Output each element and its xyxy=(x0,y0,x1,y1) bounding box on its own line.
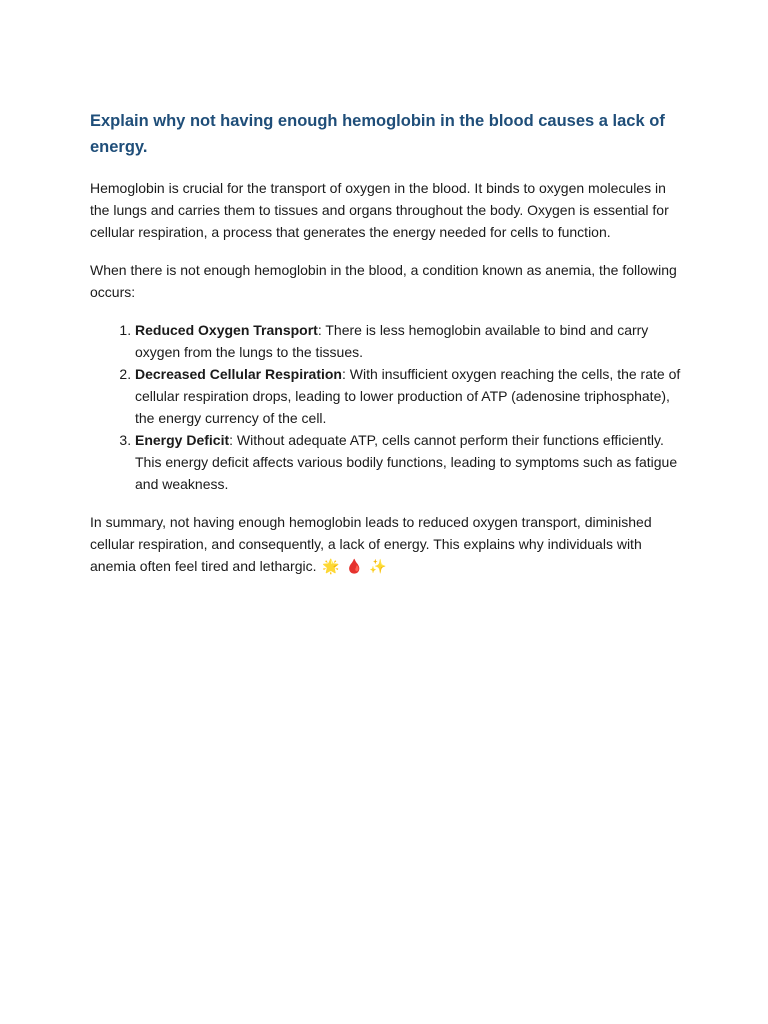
sun-icon: 🌟 xyxy=(322,558,340,574)
list-item xyxy=(135,319,682,363)
list-item-text: : There is less hemoglobin available to bind and carry oxygen from the lungs to the tissues. xyxy=(135,322,649,360)
blood-drop-icon: 🩸 xyxy=(345,558,364,574)
list-item xyxy=(135,429,682,495)
intro-paragraph: Hemoglobin is crucial for the transport of oxygen in the blood. It binds to oxygen molecules in the lungs and carries them to tissues and organs throughout the body. Oxygen is essential for cellular respiration, a process that generates the energy needed for cells to function. xyxy=(90,180,669,240)
list-item-term: Energy Deficit xyxy=(135,432,230,448)
list-item-term: Decreased Cellular Respiration xyxy=(135,366,342,382)
list-item-text: : Without adequate ATP, cells cannot perform their functions efficiently. This energy deficit affects various bodily functions, leading to symptoms such as fatigue and weakness. xyxy=(135,432,678,492)
summary-text: In summary, not having enough hemoglobin leads to reduced oxygen transport, diminished cellular respiration, and consequently, a lack of energy. This explains why individuals with anemia often feel tired and lethargic. xyxy=(90,514,652,574)
list-item-term: Reduced Oxygen Transport xyxy=(135,322,318,338)
list-item xyxy=(135,363,682,429)
document-heading: Explain why not having enough hemoglobin in the blood causes a lack of energy. xyxy=(90,112,665,156)
list-item-text: : With insufficient oxygen reaching the cells, the rate of cellular respiration drops, leading to lower production of ATP (adenosine triphosphate), the energy currency of the cell. xyxy=(135,366,681,426)
sparkles-icon: ✨ xyxy=(369,558,387,574)
effects-list xyxy=(90,319,682,495)
lead-in-paragraph: When there is not enough hemoglobin in the blood, a condition known as anemia, the following occurs: xyxy=(90,262,677,300)
summary-paragraph xyxy=(90,511,682,577)
document-page xyxy=(90,108,682,593)
